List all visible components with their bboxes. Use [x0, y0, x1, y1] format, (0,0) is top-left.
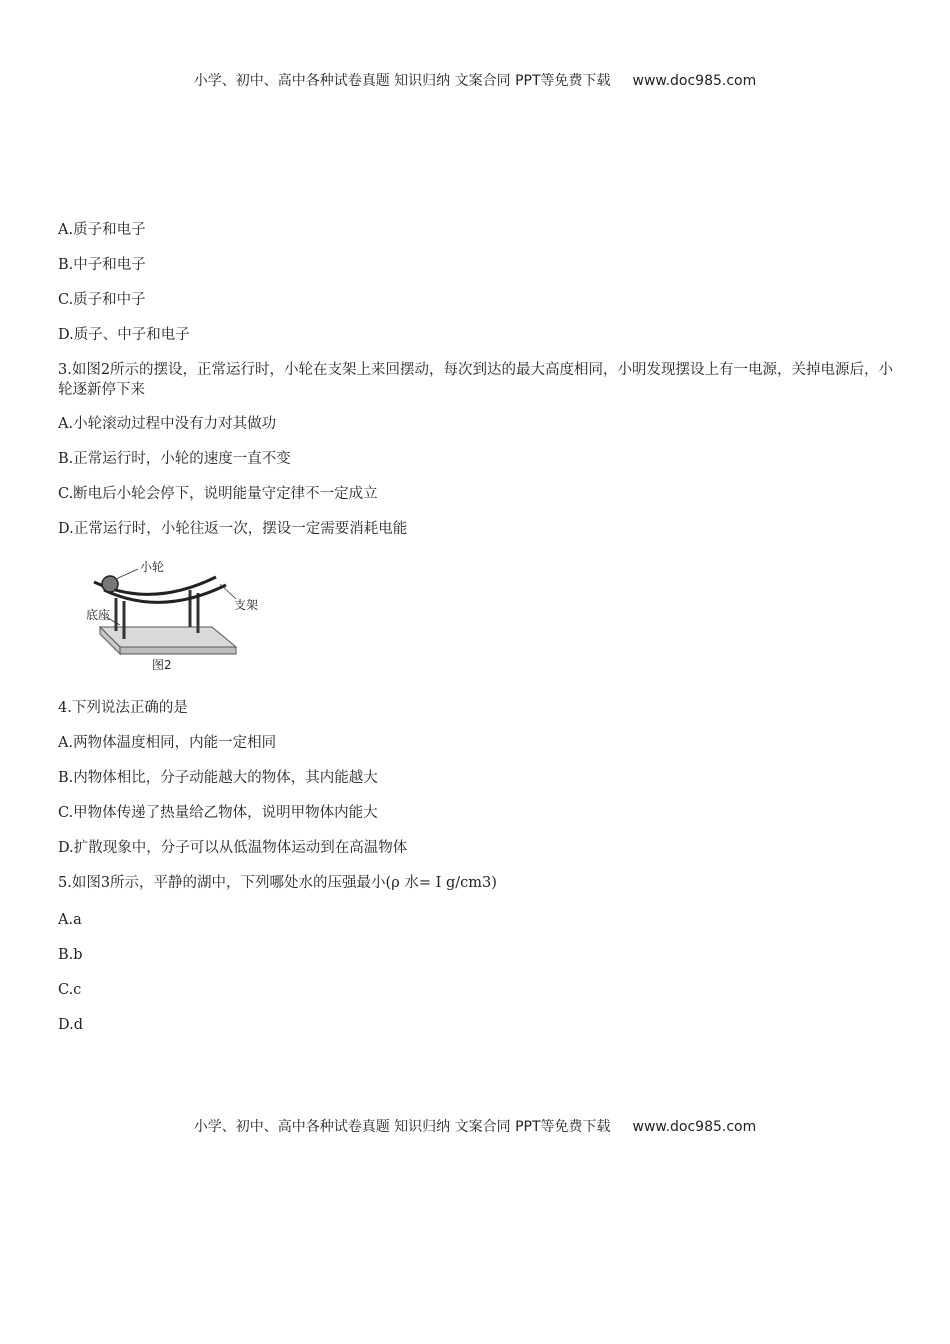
footer-text: 小学、初中、高中各种试卷真题 知识归纳 文案合同 PPT等免费下载: [193, 1119, 611, 1135]
label-base: 底座: [86, 608, 111, 622]
q5-stem: 5.如图3所示，平静的湖中，下列哪处水的压强最小(ρ 水= I g/cm3): [58, 875, 497, 891]
q4-option-b: B.内物体相比，分子动能越大的物体，其内能越大: [58, 770, 378, 786]
page-footer: [0, 1116, 950, 1136]
q2-option-a: A.质子和电子: [58, 222, 146, 238]
q3-option-c: C.断电后小轮会停下，说明能量守定律不一定成立: [58, 486, 378, 502]
page-header: [0, 70, 950, 90]
q5-option-d: D.d: [58, 1017, 83, 1033]
figure-caption: 图2: [152, 658, 172, 672]
q2-option-d: D.质子、中子和电子: [58, 327, 190, 343]
q3-option-d: D.正常运行时，小轮往返一次，摆设一定需要消耗电能: [58, 521, 408, 537]
q3-option-a: A.小轮滚动过程中没有力对其做功: [58, 416, 277, 432]
label-stand: 支架: [234, 598, 259, 612]
q2-option-b: B.中子和电子: [58, 257, 146, 273]
header-text: 小学、初中、高中各种试卷真题 知识归纳 文案合同 PPT等免费下载: [193, 73, 611, 89]
label-wheel: 小轮: [140, 560, 165, 574]
q4-option-c: C.甲物体传递了热量给乙物体，说明甲物体内能大: [58, 805, 378, 821]
q4-option-a: A.两物体温度相同，内能一定相同: [58, 735, 277, 751]
header-url[interactable]: www.doc985.com: [632, 73, 757, 89]
q3-option-b: B.正常运行时，小轮的速度一直不变: [58, 451, 291, 467]
q2-option-c: C.质子和中子: [58, 292, 146, 308]
q4-stem: 4.下列说法正确的是: [58, 700, 188, 716]
figure-2: [86, 557, 276, 675]
footer-url[interactable]: www.doc985.com: [632, 1119, 757, 1135]
q5-option-c: C.c: [58, 982, 82, 998]
q5-option-a: A.a: [58, 912, 82, 928]
q4-option-d: D.扩散现象中，分子可以从低温物体运动到在高温物体: [58, 840, 408, 856]
q3-stem: 3.如图2所示的摆设，正常运行时，小轮在支架上来回摆动，每次到达的最大高度相同，小明发现摆设上有一电源，关掉电源后，小轮逐新停下来: [58, 362, 894, 398]
wheel-icon: [102, 576, 118, 592]
q5-option-b: B.b: [58, 947, 83, 963]
